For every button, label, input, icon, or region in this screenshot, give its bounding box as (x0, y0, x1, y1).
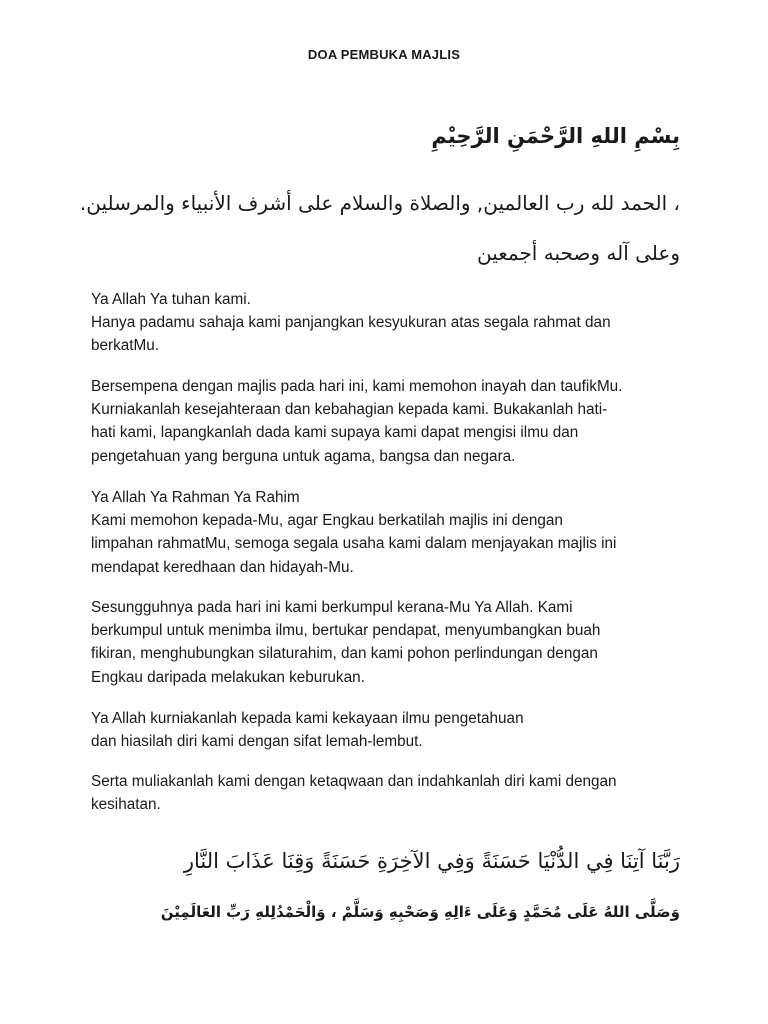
paragraph-line: berkatMu. (91, 337, 160, 355)
paragraph-line: Engkau daripada melakukan keburukan. (91, 668, 365, 686)
paragraph-6 (91, 770, 691, 816)
paragraph-5 (91, 707, 691, 753)
paragraph-line: Serta muliakanlah kami dengan ketaqwaan dan indahkanlah diri kami dengan (91, 773, 617, 790)
arabic-bismillah: بِسْمِ اللهِ الرَّحْمَنِ الرَّحِيْمِ (431, 124, 680, 148)
paragraph-4 (91, 596, 691, 689)
paragraph-line: Sesungguhnya pada hari ini kami berkumpul kerana-Mu Ya Allah. Kami (91, 599, 573, 616)
paragraph-line: hati kami, lapangkanlah dada kami supaya kami dapat mengisi ilmu dan (91, 424, 579, 442)
paragraph-line: mendapat keredhaan dan hidayah-Mu. (91, 558, 354, 576)
paragraph-line: Ya Allah Ya Rahman Ya Rahim (91, 489, 300, 506)
paragraph-line: Bersempena dengan majlis pada hari ini, kami memohon inayah dan taufikMu. (91, 378, 623, 395)
paragraph-line: Kurniakanlah kesejahteraan dan kebahagian kepada kami. Bukakanlah hati- (91, 401, 608, 419)
arabic-salawat: وَصَلَّى اللهُ عَلَى مُحَمَّدٍ وَعَلَى ءَالِهِ وَصَحْبِهِ وَسَلَّمْ ، وَالْحَمْدُلِلهِ رَبِّ العَالَمِيْنَ (160, 903, 680, 921)
arabic-wa-ala: وعلى آله وصحبه أجمعين (476, 241, 680, 265)
document-title: DOA PEMBUKA MAJLIS (307, 47, 461, 62)
paragraph-line: dan hiasilah diri kami dengan sifat lemah-lembut. (91, 733, 423, 751)
paragraph-line: berkumpul untuk menimba ilmu, bertukar pendapat, menyumbangkan buah (91, 622, 601, 640)
paragraph-line: Ya Allah Ya tuhan kami. (91, 291, 251, 308)
paragraph-line: Kami memohon kepada-Mu, agar Engkau berkatilah majlis ini dengan (91, 512, 563, 530)
paragraph-line: Hanya padamu sahaja kami panjangkan kesyukuran atas segala rahmat dan (91, 314, 611, 332)
paragraph-line: limpahan rahmatMu, semoga segala usaha kami dalam menjayakan majlis ini (91, 535, 617, 553)
arabic-hamdalah: ، الحمد لله رب العالمين, والصلاة والسلام على أشرف الأنبياء والمرسلين. (79, 191, 680, 215)
paragraph-line: kesihatan. (91, 796, 161, 814)
paragraph-line: fikiran, menghubungkan silaturahim, dan kami pohon perlindungan dengan (91, 645, 598, 663)
paragraph-3 (91, 486, 691, 579)
paragraph-line: Ya Allah kurniakanlah kepada kami kekayaan ilmu pengetahuan (91, 710, 524, 727)
arabic-rabbana: رَبَّنَا آتِنَا فِي الدُّنْيَا حَسَنَةً وَفِي الآخِرَةِ حَسَنَةً وَقِنَا عَذَابَ النَّارِ (183, 849, 680, 873)
paragraph-1 (91, 288, 691, 358)
paragraph-2 (91, 375, 691, 468)
paragraph-line: pengetahuan yang berguna untuk agama, bangsa dan negara. (91, 447, 516, 465)
